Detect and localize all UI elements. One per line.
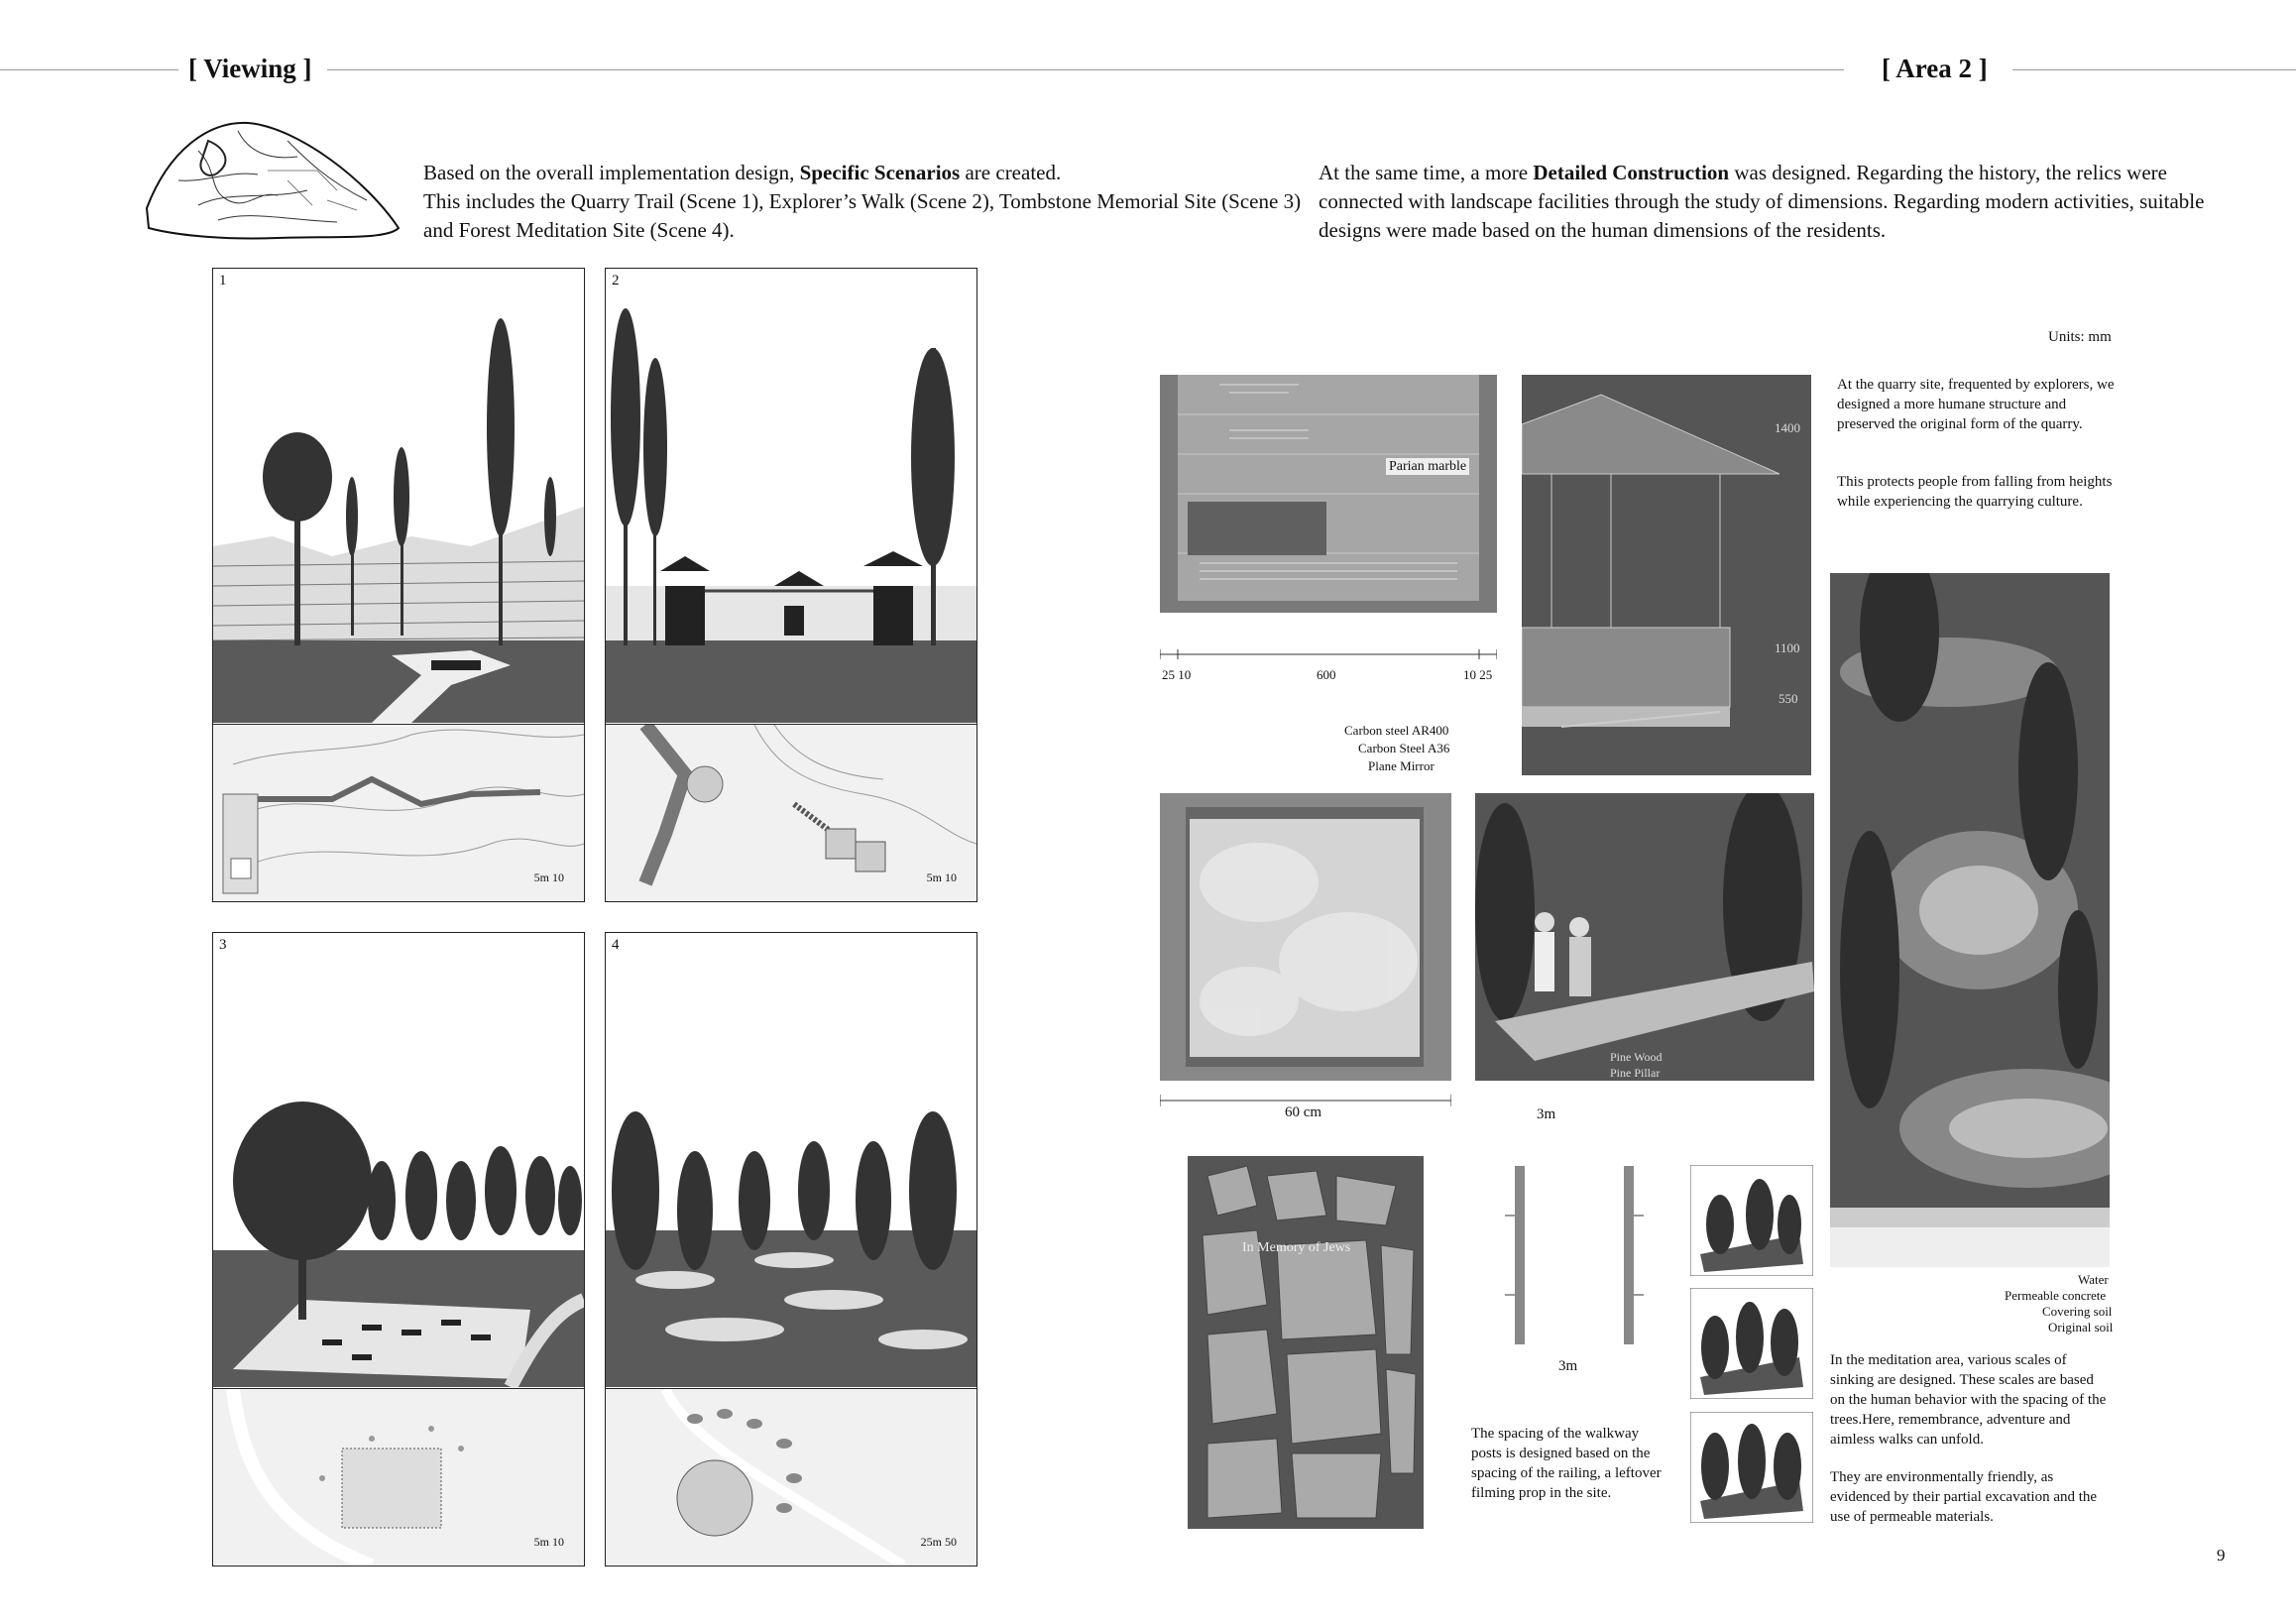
section-title-area: [ Area 2 ]: [1882, 54, 1988, 83]
scene-panel-1: [212, 268, 585, 902]
scene-perspective-2: [606, 269, 976, 723]
mirror-dimension: 60 cm: [1285, 1104, 1322, 1120]
dim-1100: 1100: [1775, 640, 1800, 655]
scale-bar: 5m 10: [926, 870, 957, 884]
meditation-thumbnail-2: [1690, 1288, 1813, 1399]
soil-label-water: Water: [2078, 1272, 2109, 1287]
scene-plan-4: [606, 1388, 976, 1566]
mirror-label-plane-mirror: Plane Mirror: [1368, 758, 1435, 773]
post-elevation: [1495, 1156, 1654, 1354]
scene-panel-4: [605, 932, 977, 1566]
scene-number: 2: [612, 273, 620, 289]
scene-perspective-3: [213, 933, 584, 1387]
memorial-stone-plan: [1188, 1156, 1424, 1529]
memorial-wall-elevation: [1160, 375, 1497, 613]
walkway-label-pine-wood: Pine Wood: [1610, 1050, 1663, 1064]
dim-middle: 600: [1317, 667, 1336, 682]
scene-panel-3: [212, 932, 585, 1566]
scene-number: 4: [612, 937, 620, 953]
quarry-text-1: At the quarry site, frequented by explorers, we designed a more humane structure and preserved the original form of the quarry.: [1837, 377, 2115, 432]
post-spacing-text: The spacing of the walkway posts is designed based on the spacing of the railing, a leftover filming prop in the site.: [1471, 1426, 1662, 1501]
scene-plan-3: [213, 1388, 584, 1566]
header-rule-middle: [327, 69, 1844, 70]
intro-left-paragraph: [423, 159, 1316, 245]
soil-label-permeable-concrete: Permeable concrete: [2005, 1288, 2107, 1303]
mirror-frame: [1160, 793, 1451, 1081]
units-label: Units: mm: [2048, 329, 2112, 345]
intro-left-text-c: are created.: [960, 161, 1062, 184]
section-title-viewing: [ Viewing ]: [188, 54, 312, 83]
intro-right-text-c: was designed. Regarding the history, the relics were connected with landscape facilities through the study of dimensions. Regarding modern activities, suitable designs were made based on the human dimensions of the residents.: [1319, 161, 2205, 242]
scene-perspective-1: [213, 269, 584, 723]
scale-bar: 5m 10: [533, 1535, 564, 1549]
meditation-thumbnail-1: [1690, 1165, 1813, 1276]
parian-marble-label: Parian marble: [1386, 458, 1469, 475]
scale-bar: 5m 10: [533, 870, 564, 884]
post-dimension-bottom: 3m: [1558, 1358, 1578, 1374]
walkway-render: [1475, 793, 1814, 1081]
structure-section: [1522, 375, 1811, 775]
dim-550: 550: [1779, 691, 1798, 706]
scene-panel-2: [605, 268, 977, 902]
post-dimension-top: 3m: [1537, 1106, 1556, 1122]
scene-plan-1: [213, 724, 584, 901]
soil-label-covering-soil: Covering soil: [2042, 1304, 2113, 1319]
intro-left-text-a: Based on the overall implementation design,: [423, 161, 800, 184]
mirror-label-ar400: Carbon steel AR400: [1344, 723, 1449, 738]
header-rule-right: [2012, 69, 2296, 70]
dim-1400: 1400: [1775, 420, 1800, 435]
meditation-text-1: In the meditation area, various scales of sinking are designed. These scales are based on the human behavior with the spacing of the trees.Here, remembrance, adventure and aimless walks can unfold.: [1830, 1352, 2107, 1448]
intro-right-bold: Detailed Construction: [1533, 161, 1730, 184]
meditation-text-2: They are environmentally friendly, as evidenced by their partial excavation and the use of permeable materials.: [1830, 1469, 2098, 1525]
scene-plan-2: [606, 724, 976, 901]
dim-right: 10 25: [1463, 667, 1493, 682]
intro-left-bold: Specific Scenarios: [799, 161, 961, 184]
intro-right-text-a: At the same time, a more: [1319, 161, 1534, 184]
scale-bar: 25m 50: [920, 1535, 957, 1549]
soil-label-original-soil: Original soil: [2048, 1320, 2114, 1334]
dim-left: 25 10: [1162, 667, 1192, 682]
scene-number: 1: [219, 273, 227, 289]
header-rule-left-a: [0, 69, 178, 70]
meditation-thumbnail-3: [1690, 1412, 1813, 1523]
intro-left-rest: This includes the Quarry Trail (Scene 1), Explorer’s Walk (Scene 2), Tombstone Memorial Site (Scene 3) and Forest Meditation Site (Scene 4).: [423, 189, 1302, 242]
scene-number: 3: [219, 937, 227, 953]
meditation-landscape-section: [1830, 573, 2110, 1267]
page-number: 9: [2217, 1546, 2226, 1565]
intro-right-paragraph: [1319, 159, 2231, 245]
svg-text:In Memory of Jews: In Memory of Jews: [1242, 1240, 1351, 1255]
scene-perspective-4: [606, 933, 976, 1387]
walkway-label-pine-pillar: Pine Pillar: [1610, 1066, 1661, 1080]
site-map-thumbnail: [139, 111, 406, 250]
mirror-label-a36: Carbon Steel A36: [1358, 741, 1450, 755]
quarry-text-2: This protects people from falling from heights while experiencing the quarrying culture.: [1837, 474, 2113, 510]
